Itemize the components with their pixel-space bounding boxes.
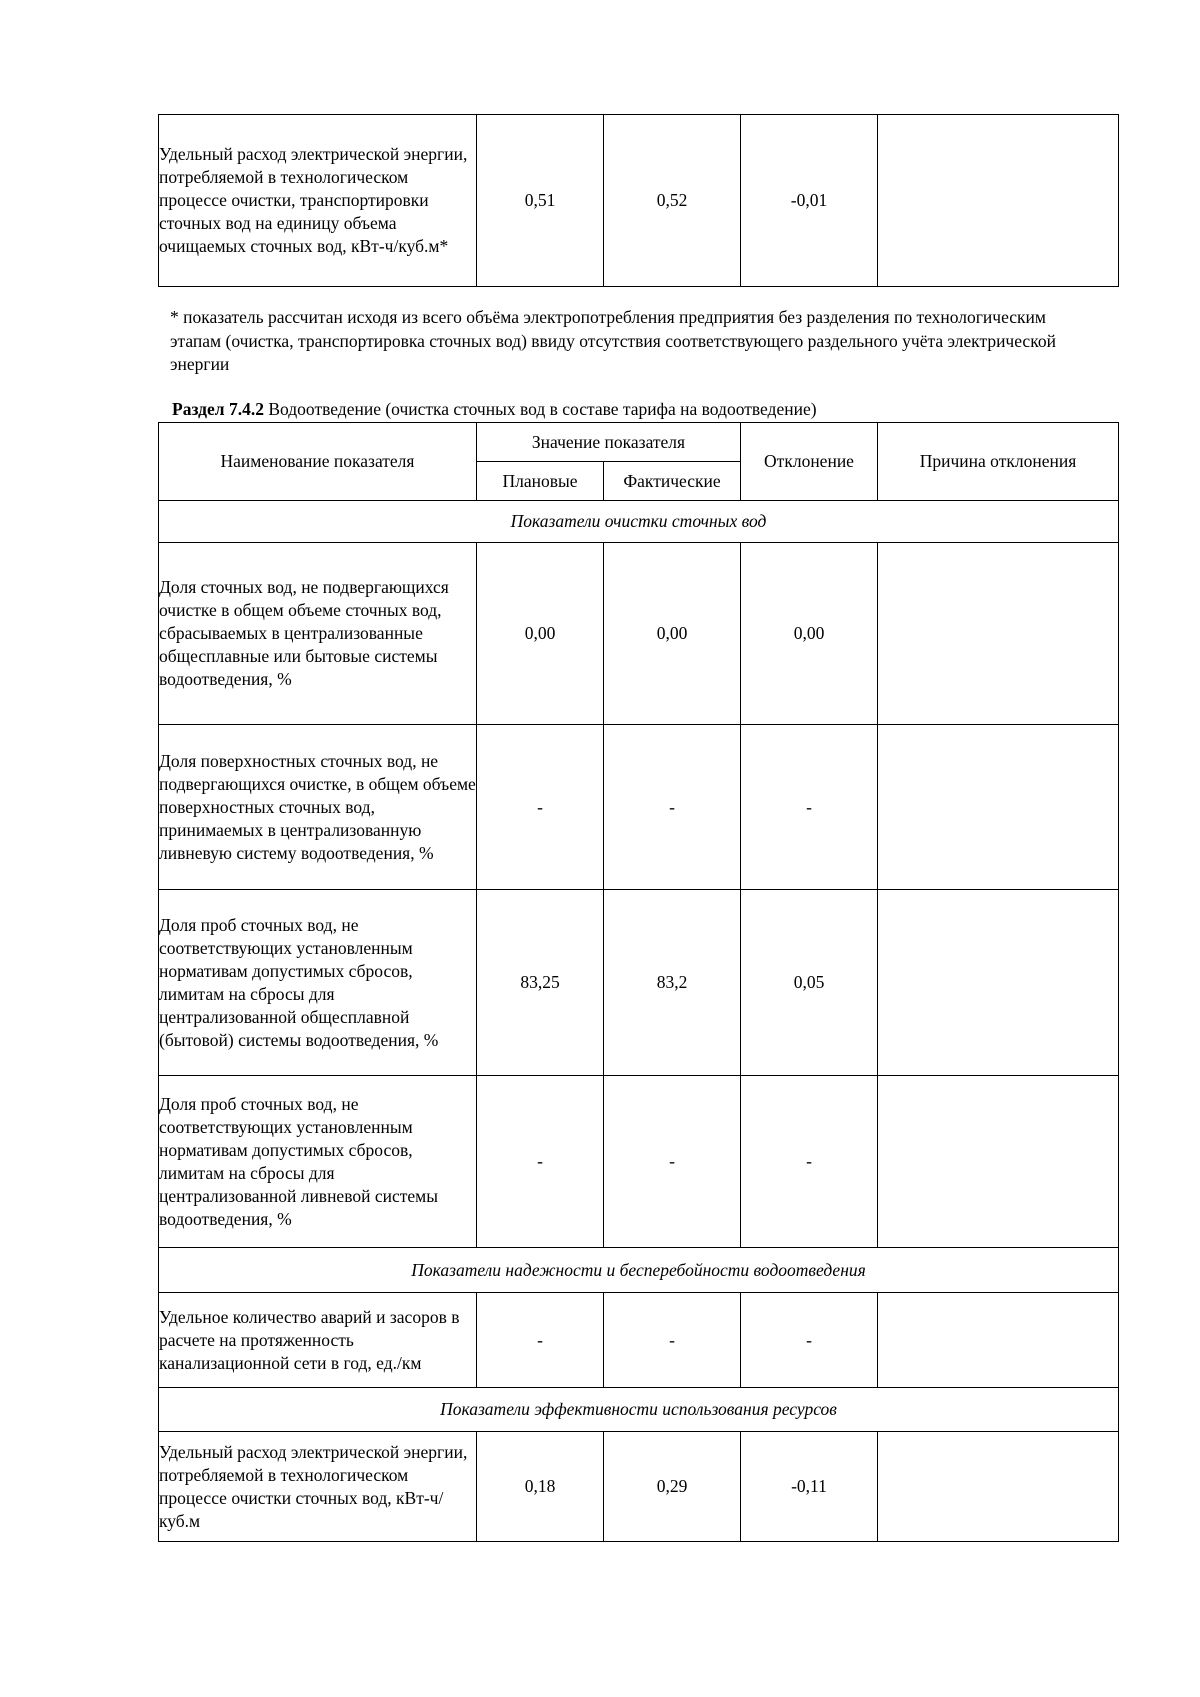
planned-value: 0,51 bbox=[477, 115, 604, 287]
group-row bbox=[159, 1248, 1119, 1293]
indicator-name: Доля проб сточных вод, не соответствующих установленным нормативам допустимых сбросов, лимитам на сбросы для централизованной ливневой системы водоотведения, % bbox=[159, 1076, 477, 1248]
section-title: Водоотведение (очистка сточных вод в составе тарифа на водоотведение) bbox=[268, 399, 817, 419]
section-number: Раздел 7.4.2 bbox=[172, 399, 264, 419]
deviation-value: -0,11 bbox=[741, 1432, 878, 1542]
header-name: Наименование показателя bbox=[159, 423, 477, 501]
indicator-name: Доля сточных вод, не подвергающихся очистке в общем объеме сточных вод, сбрасываемых в централизованные общесплавные или бытовые системы водоотведения, % bbox=[159, 543, 477, 725]
deviation-value: 0,00 bbox=[741, 543, 878, 725]
planned-value: 83,25 bbox=[477, 890, 604, 1076]
planned-value: 0,18 bbox=[477, 1432, 604, 1542]
actual-value: - bbox=[604, 725, 741, 890]
continuation-table bbox=[158, 114, 1119, 287]
group-title: Показатели эффективности использования ресурсов bbox=[159, 1388, 1119, 1432]
table-row bbox=[159, 1076, 1119, 1248]
deviation-reason bbox=[878, 1293, 1119, 1388]
actual-value: - bbox=[604, 1293, 741, 1388]
group-title: Показатели очистки сточных вод bbox=[159, 501, 1119, 543]
planned-value: - bbox=[477, 725, 604, 890]
group-row bbox=[159, 1388, 1119, 1432]
planned-value: - bbox=[477, 1293, 604, 1388]
table-row bbox=[159, 1432, 1119, 1542]
group-title: Показатели надежности и бесперебойности водоотведения bbox=[159, 1248, 1119, 1293]
deviation-value: - bbox=[741, 1076, 878, 1248]
footnote: * показатель рассчитан исходя из всего объёма электропотребления предприятия без разделения по технологическим этапам (очистка, транспортировка сточных вод) ввиду отсутствия соответствующего раздельного учёта электрической энергии bbox=[170, 307, 1056, 374]
indicator-name: Доля поверхностных сточных вод, не подвергающихся очистке, в общем объеме поверхностных сточных вод, принимаемых в централизованную ливневую систему водоотведения, % bbox=[159, 725, 477, 890]
section-heading bbox=[172, 398, 817, 420]
deviation-reason bbox=[878, 890, 1119, 1076]
table-row bbox=[159, 725, 1119, 890]
actual-value: 0,00 bbox=[604, 543, 741, 725]
indicator-name: Удельный расход электрической энергии, потребляемой в технологическом процессе очистки сточных вод, кВт-ч/куб.м bbox=[159, 1432, 477, 1542]
actual-value: - bbox=[604, 1076, 741, 1248]
table-row bbox=[159, 543, 1119, 725]
header-reason: Причина отклонения bbox=[878, 423, 1119, 501]
planned-value: - bbox=[477, 1076, 604, 1248]
table-row bbox=[159, 115, 1119, 287]
header-fact: Фактические bbox=[604, 462, 741, 501]
indicator-name: Доля проб сточных вод, не соответствующих установленным нормативам допустимых сбросов, лимитам на сбросы для централизованной общесплавной (бытовой) системы водоотведения, % bbox=[159, 890, 477, 1076]
actual-value: 0,52 bbox=[604, 115, 741, 287]
actual-value: 0,29 bbox=[604, 1432, 741, 1542]
indicator-name: Удельный расход электрической энергии, потребляемой в технологическом процессе очистки, транспортировки сточных вод на единицу объема очищаемых сточных вод, кВт-ч/куб.м* bbox=[159, 115, 477, 287]
deviation-reason bbox=[878, 725, 1119, 890]
header-value: Значение показателя bbox=[477, 423, 741, 462]
deviation-reason bbox=[878, 115, 1119, 287]
deviation-value: - bbox=[741, 725, 878, 890]
table-row bbox=[159, 890, 1119, 1076]
deviation-value: - bbox=[741, 1293, 878, 1388]
actual-value: 83,2 bbox=[604, 890, 741, 1076]
indicators-table bbox=[158, 422, 1119, 1542]
deviation-reason bbox=[878, 1076, 1119, 1248]
header-row bbox=[159, 423, 1119, 462]
group-row bbox=[159, 501, 1119, 543]
deviation-value: -0,01 bbox=[741, 115, 878, 287]
deviation-value: 0,05 bbox=[741, 890, 878, 1076]
deviation-reason bbox=[878, 1432, 1119, 1542]
header-deviation: Отклонение bbox=[741, 423, 878, 501]
table-row bbox=[159, 1293, 1119, 1388]
indicator-name: Удельное количество аварий и засоров в расчете на протяженность канализационной сети в год, ед./км bbox=[159, 1293, 477, 1388]
deviation-reason bbox=[878, 543, 1119, 725]
planned-value: 0,00 bbox=[477, 543, 604, 725]
header-plan: Плановые bbox=[477, 462, 604, 501]
